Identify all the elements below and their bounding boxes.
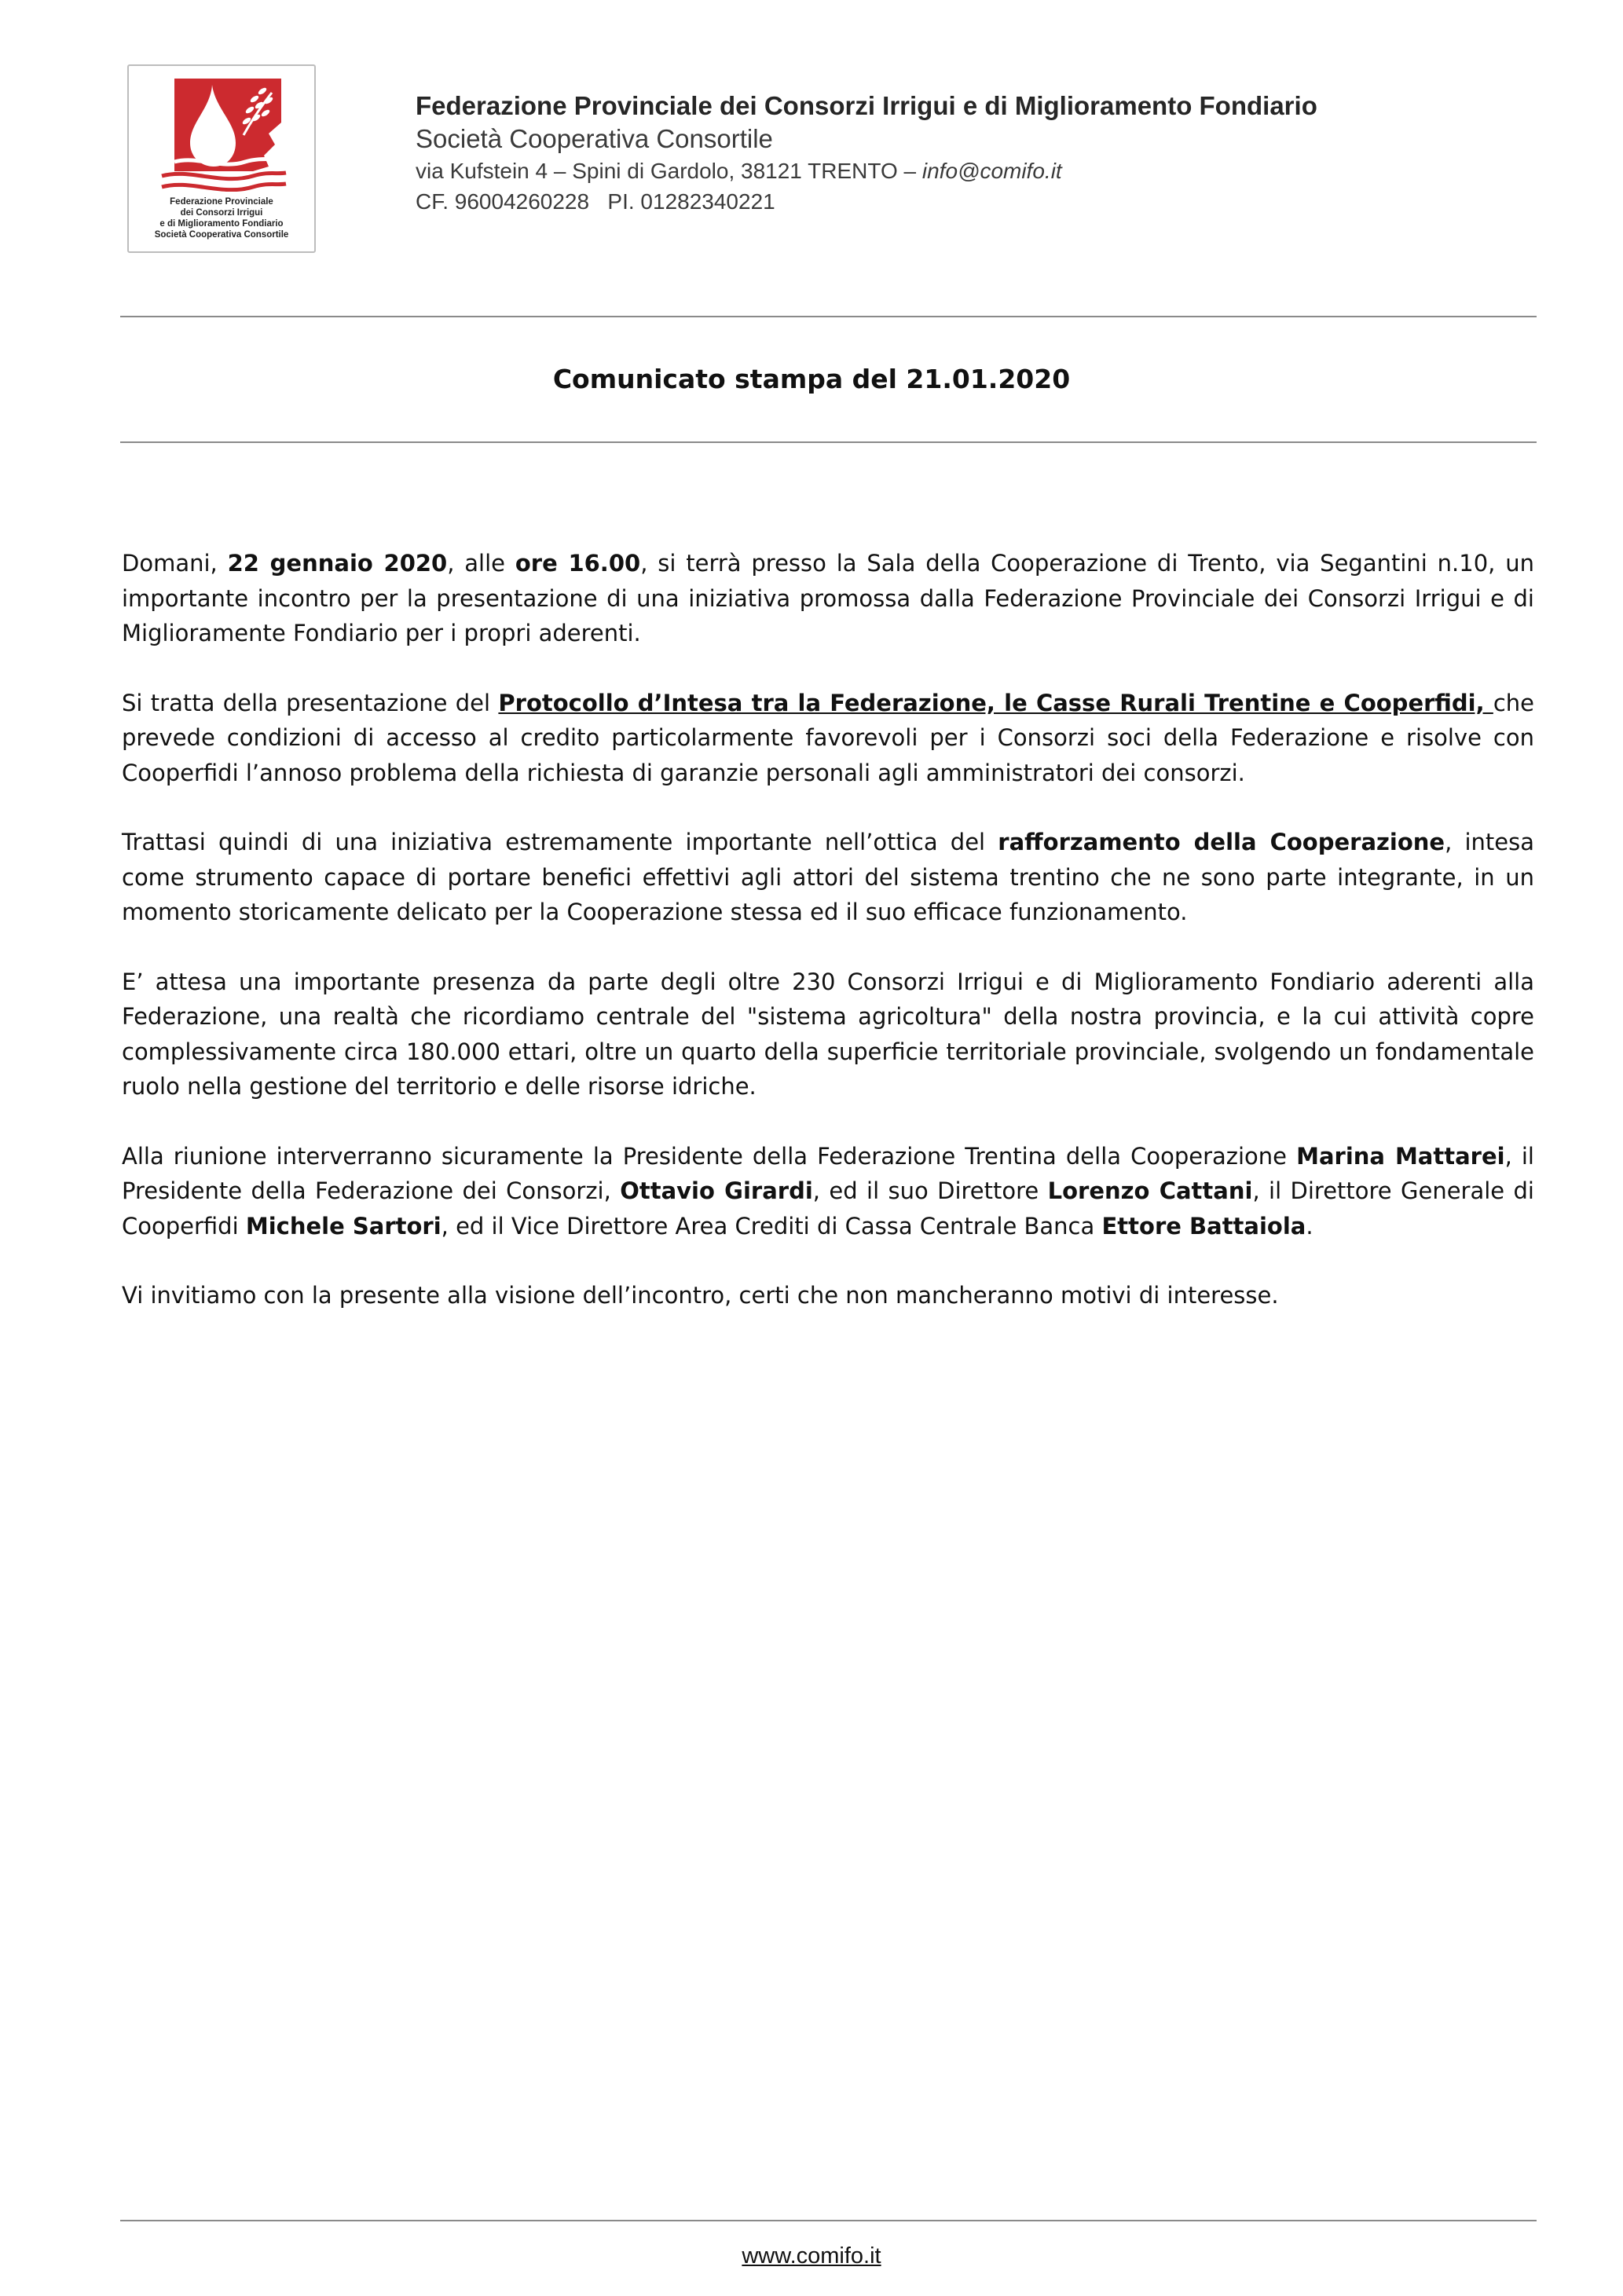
- logo: [127, 64, 316, 253]
- paragraph-6: Vi invitiamo con la presente alla visione dell’incontro, certi che non mancheranno motivi di interesse.: [122, 1282, 1279, 1309]
- paragraph-5: Alla riunione interverranno sicuramente la Presidente della Federazione Trentina della Cooperazione Marina Mattarei, il Presidente della Federazione dei Consorzi, Ottavio Girardi, ed il suo Direttore Lorenzo Cattani, il Direttore Generale di Cooperfidi Michele Sartori, ed il Vice Direttore Area Crediti di Cassa Centrale Banca Ettore Battaiola.: [122, 1142, 1534, 1240]
- divider-footer: [120, 2220, 1537, 2221]
- footer-website-link[interactable]: www.comifo.it: [742, 2243, 881, 2269]
- paragraph-4: E’ attesa una importante presenza da parte degli oltre 230 Consorzi Irrigui e di Miglioramento Fondiario aderenti alla Federazione, una realtà che ricordiamo centrale del "sistema agricoltura" della nostra provincia, e la cui attività copre complessivamente circa 180.000 ettari, oltre un quarto della superficie territoriale provinciale, svolgendo un fondamentale ruolo nella gestione del territorio e delle risorse idriche.: [122, 968, 1534, 1100]
- paragraph-2: Si tratta della presentazione del Protocollo d’Intesa tra la Federazione, le Casse Rurali Trentine e Cooperfidi, che prevede condizioni di accesso al credito particolarmente favorevoli per i Consorzi soci della Federazione e risolve con Cooperfidi l’annoso problema della richiesta di garanzie personali agli amministratori dei consorzi.: [122, 689, 1535, 786]
- paragraph-1: Domani, 22 gennaio 2020, alle ore 16.00, si terrà presso la Sala della Cooperazione di Trento, via Segantini n.10, un importante incontro per la presentazione di una iniziativa promossa dalla Federazione Provinciale dei Consorzi Irrigui e di Miglioramente Fondiario per i propri aderenti.: [122, 550, 1534, 646]
- divider-title: [120, 441, 1537, 443]
- protocol-title: Protocollo d’Intesa tra la Federazione, le Casse Rurali Trentine e Cooperfidi,: [498, 689, 1493, 716]
- org-type: Società Cooperativa Consortile: [416, 124, 773, 153]
- paragraph-3: Trattasi quindi di una iniziativa estremamente importante nell’ottica del rafforzamento della Cooperazione, intesa come strumento capace di portare benefici effettivi agli attori del sistema trentino che ne sono parte integrante, in un momento storicamente delicato per la Cooperazione stessa ed il suo efficace funzionamento.: [122, 829, 1535, 925]
- document-title: Comunicato stampa del 21.01.2020: [552, 364, 1071, 394]
- org-name: Federazione Provinciale dei Consorzi Irrigui e di Miglioramento Fondiario: [416, 91, 1317, 120]
- letterhead: [416, 93, 1317, 213]
- logo-caption: Federazione Provinciale dei Consorzi Irrigui e di Miglioramento Fondiario Società Cooperativa Consortile: [154, 197, 289, 240]
- federation-emblem-icon: [159, 74, 288, 192]
- press-release-body: [122, 546, 1534, 1348]
- divider-top: [120, 316, 1537, 317]
- org-address: via Kufstein 4 – Spini di Gardolo, 38121 TRENTO – info@comifo.it: [416, 159, 1062, 183]
- org-fiscal-codes: CF. 96004260228 PI. 01282340221: [416, 189, 775, 214]
- org-email[interactable]: info@comifo.it: [921, 159, 1062, 183]
